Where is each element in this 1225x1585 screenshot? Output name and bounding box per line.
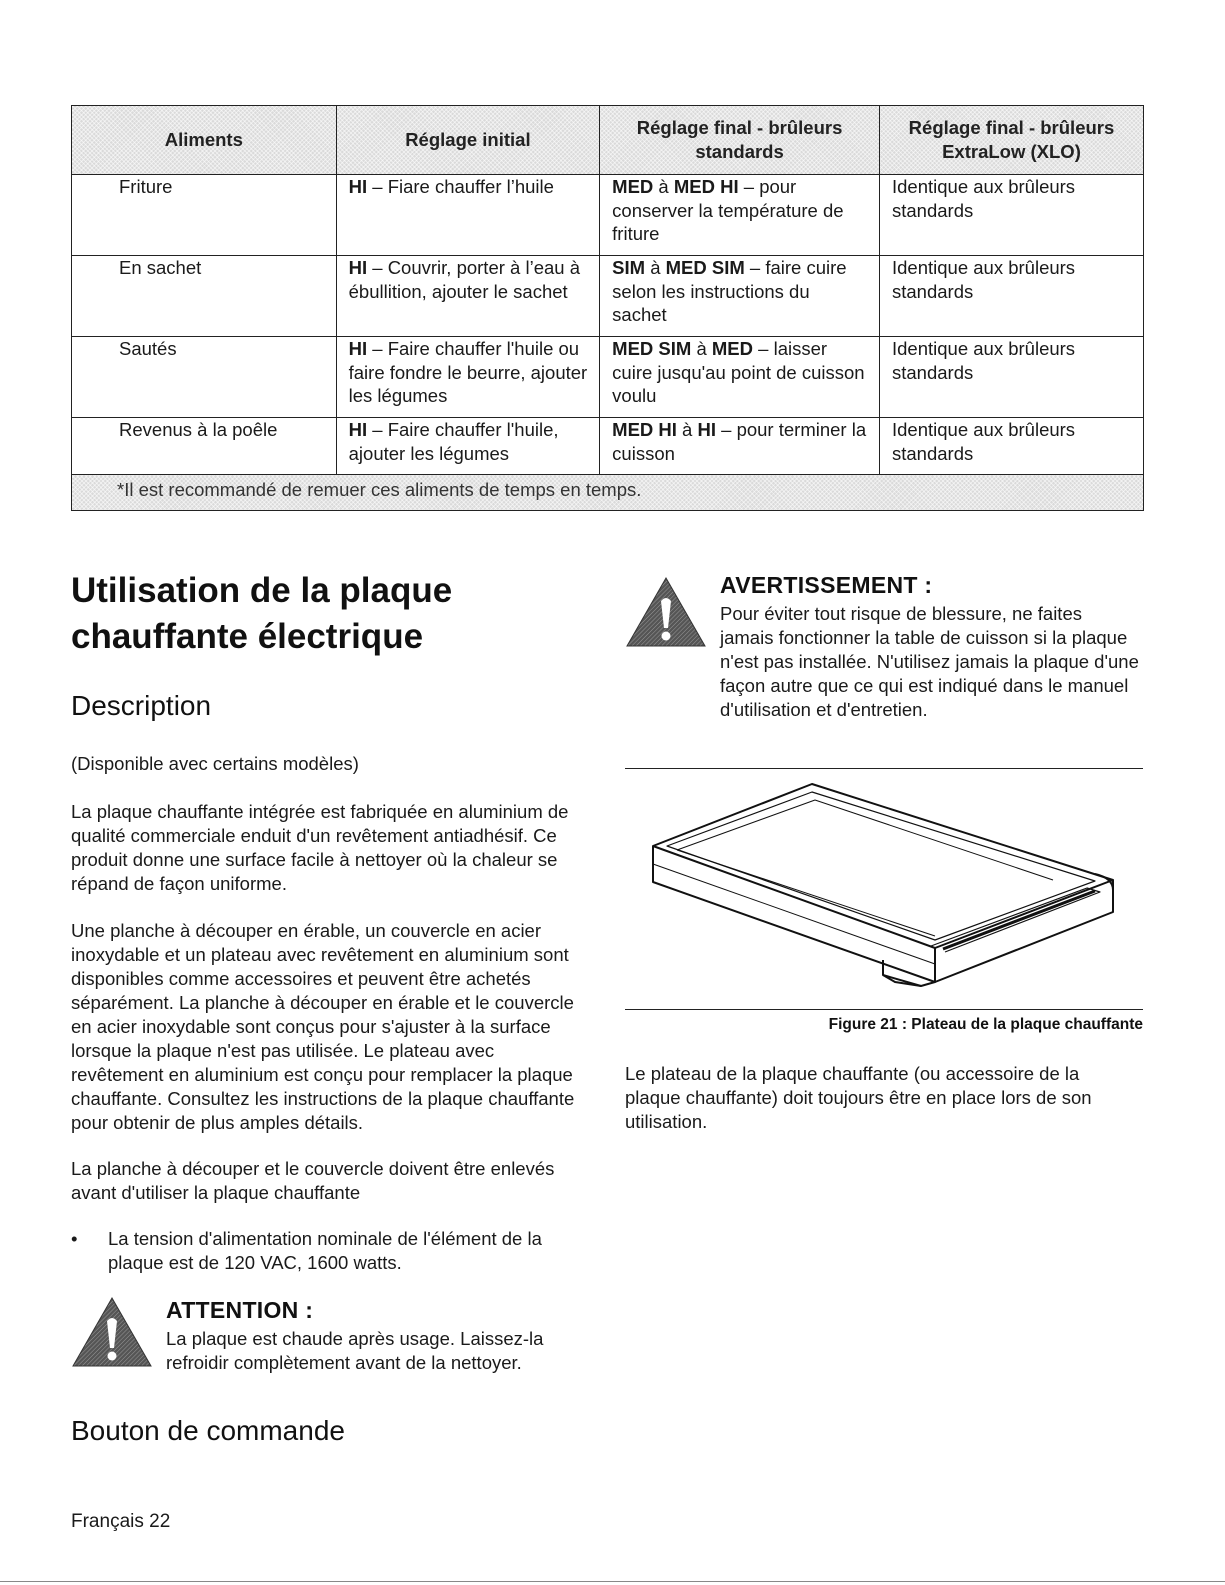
xlo-cell: Identique aux brûleurs standards — [879, 418, 1143, 475]
table-note-row — [72, 475, 1144, 511]
bullet-text: La tension d'alimentation nominale de l'élément de la plaque est de 120 VAC, 1600 watts. — [108, 1228, 542, 1273]
section-title: Utilisation de la plaque chauffante électrique — [71, 571, 453, 656]
standard-cell: MED SIM à MED – laisser cuire jusqu'au point de cuisson voulu — [600, 337, 880, 418]
header-reglage-final-xlo: Réglage final - brûleurs ExtraLow (XLO) — [879, 106, 1143, 175]
description-paragraph-3: La planche à découper et le couvercle doivent être enlevés avant d'utiliser la plaque chauffante — [71, 1158, 555, 1203]
header-reglage-final-standard: Réglage final - brûleurs standards — [600, 106, 880, 175]
warning-title: AVERTISSEMENT : — [720, 572, 933, 598]
page-bottom-rule — [0, 1581, 1225, 1582]
warning-text: Pour éviter tout risque de blessure, ne faites jamais fonctionner la table de cuisson si la plaque n'est pas installée. N'utilisez jamais la plaque d'une façon autre que ce qui est indiqué dans le manuel d'utilisation et d'entretien. — [720, 603, 1139, 720]
figure-caption: Figure 21 : Plateau de la plaque chauffante — [828, 1016, 1143, 1033]
figure-bottom-rule — [625, 1009, 1143, 1010]
table-header-row — [72, 106, 1144, 175]
food-cell: Sautés — [72, 337, 337, 418]
standard-cell: SIM à MED SIM – faire cuire selon les instructions du sachet — [600, 256, 880, 337]
table-row — [72, 175, 1144, 256]
xlo-cell: Identique aux brûleurs standards — [879, 256, 1143, 337]
bullet-mark: • — [71, 1228, 78, 1249]
description-heading: Description — [71, 690, 212, 721]
griddle-tray-illustration — [625, 770, 1143, 1010]
warning-triangle-icon — [625, 576, 707, 648]
table-row — [72, 337, 1144, 418]
standard-cell: MED HI à HI – pour terminer la cuisson — [600, 418, 880, 475]
header-aliments: Aliments — [72, 106, 337, 175]
table-row — [72, 256, 1144, 337]
figure-top-rule — [625, 768, 1143, 769]
initial-cell: HI – Fiare chauffer l’huile — [336, 175, 600, 256]
warning-triangle-icon — [71, 1296, 153, 1368]
page-footer: Français 22 — [71, 1511, 171, 1532]
header-reglage-initial: Réglage initial — [336, 106, 600, 175]
standard-cell: MED à MED HI – pour conserver la température de friture — [600, 175, 880, 256]
description-paragraph-2: Une planche à découper en érable, un couvercle en acier inoxydable et un plateau avec revêtement en aluminium sont disponibles comme accessoires et peuvent être achetés séparément. La planche à découper en érable et le couvercle en acier inoxydable sont conçus pour s'ajuster à la surface lorsque la plaque n'est pas utilisée. Le plateau avec revêtement en aluminium est conçu pour remplacer la plaque chauffante. Consultez les instructions de la plaque chauffante pour obtenir de plus amples détails. — [71, 920, 575, 1133]
tray-paragraph: Le plateau de la plaque chauffante (ou accessoire de la plaque chauffante) doit toujours être en place lors de son utilisation. — [625, 1063, 1092, 1132]
voltage-bullet — [71, 1227, 591, 1275]
attention-title: ATTENTION : — [166, 1297, 314, 1323]
attention-text: La plaque est chaude après usage. Laissez-la refroidir complètement avant de la nettoyer. — [166, 1328, 544, 1373]
cooking-settings-table — [71, 105, 1144, 511]
control-knob-heading: Bouton de commande — [71, 1415, 345, 1446]
initial-cell: HI – Faire chauffer l'huile ou faire fondre le beurre, ajouter les légumes — [336, 337, 600, 418]
initial-cell: HI – Faire chauffer l'huile, ajouter les légumes — [336, 418, 600, 475]
food-cell: Friture — [72, 175, 337, 256]
food-cell: En sachet — [72, 256, 337, 337]
description-paragraph-1: La plaque chauffante intégrée est fabriquée en aluminium de qualité commerciale enduit d'un revêtement antiadhésif. Ce produit donne une surface facile à nettoyer où la chaleur se répand de façon uniforme. — [71, 801, 569, 894]
table-row — [72, 418, 1144, 475]
table-note: *Il est recommandé de remuer ces aliments de temps en temps. — [72, 475, 1144, 511]
xlo-cell: Identique aux brûleurs standards — [879, 175, 1143, 256]
availability-note: (Disponible avec certains modèles) — [71, 753, 359, 774]
initial-cell: HI – Couvrir, porter à l’eau à ébullition, ajouter le sachet — [336, 256, 600, 337]
xlo-cell: Identique aux brûleurs standards — [879, 337, 1143, 418]
food-cell: Revenus à la poêle — [72, 418, 337, 475]
